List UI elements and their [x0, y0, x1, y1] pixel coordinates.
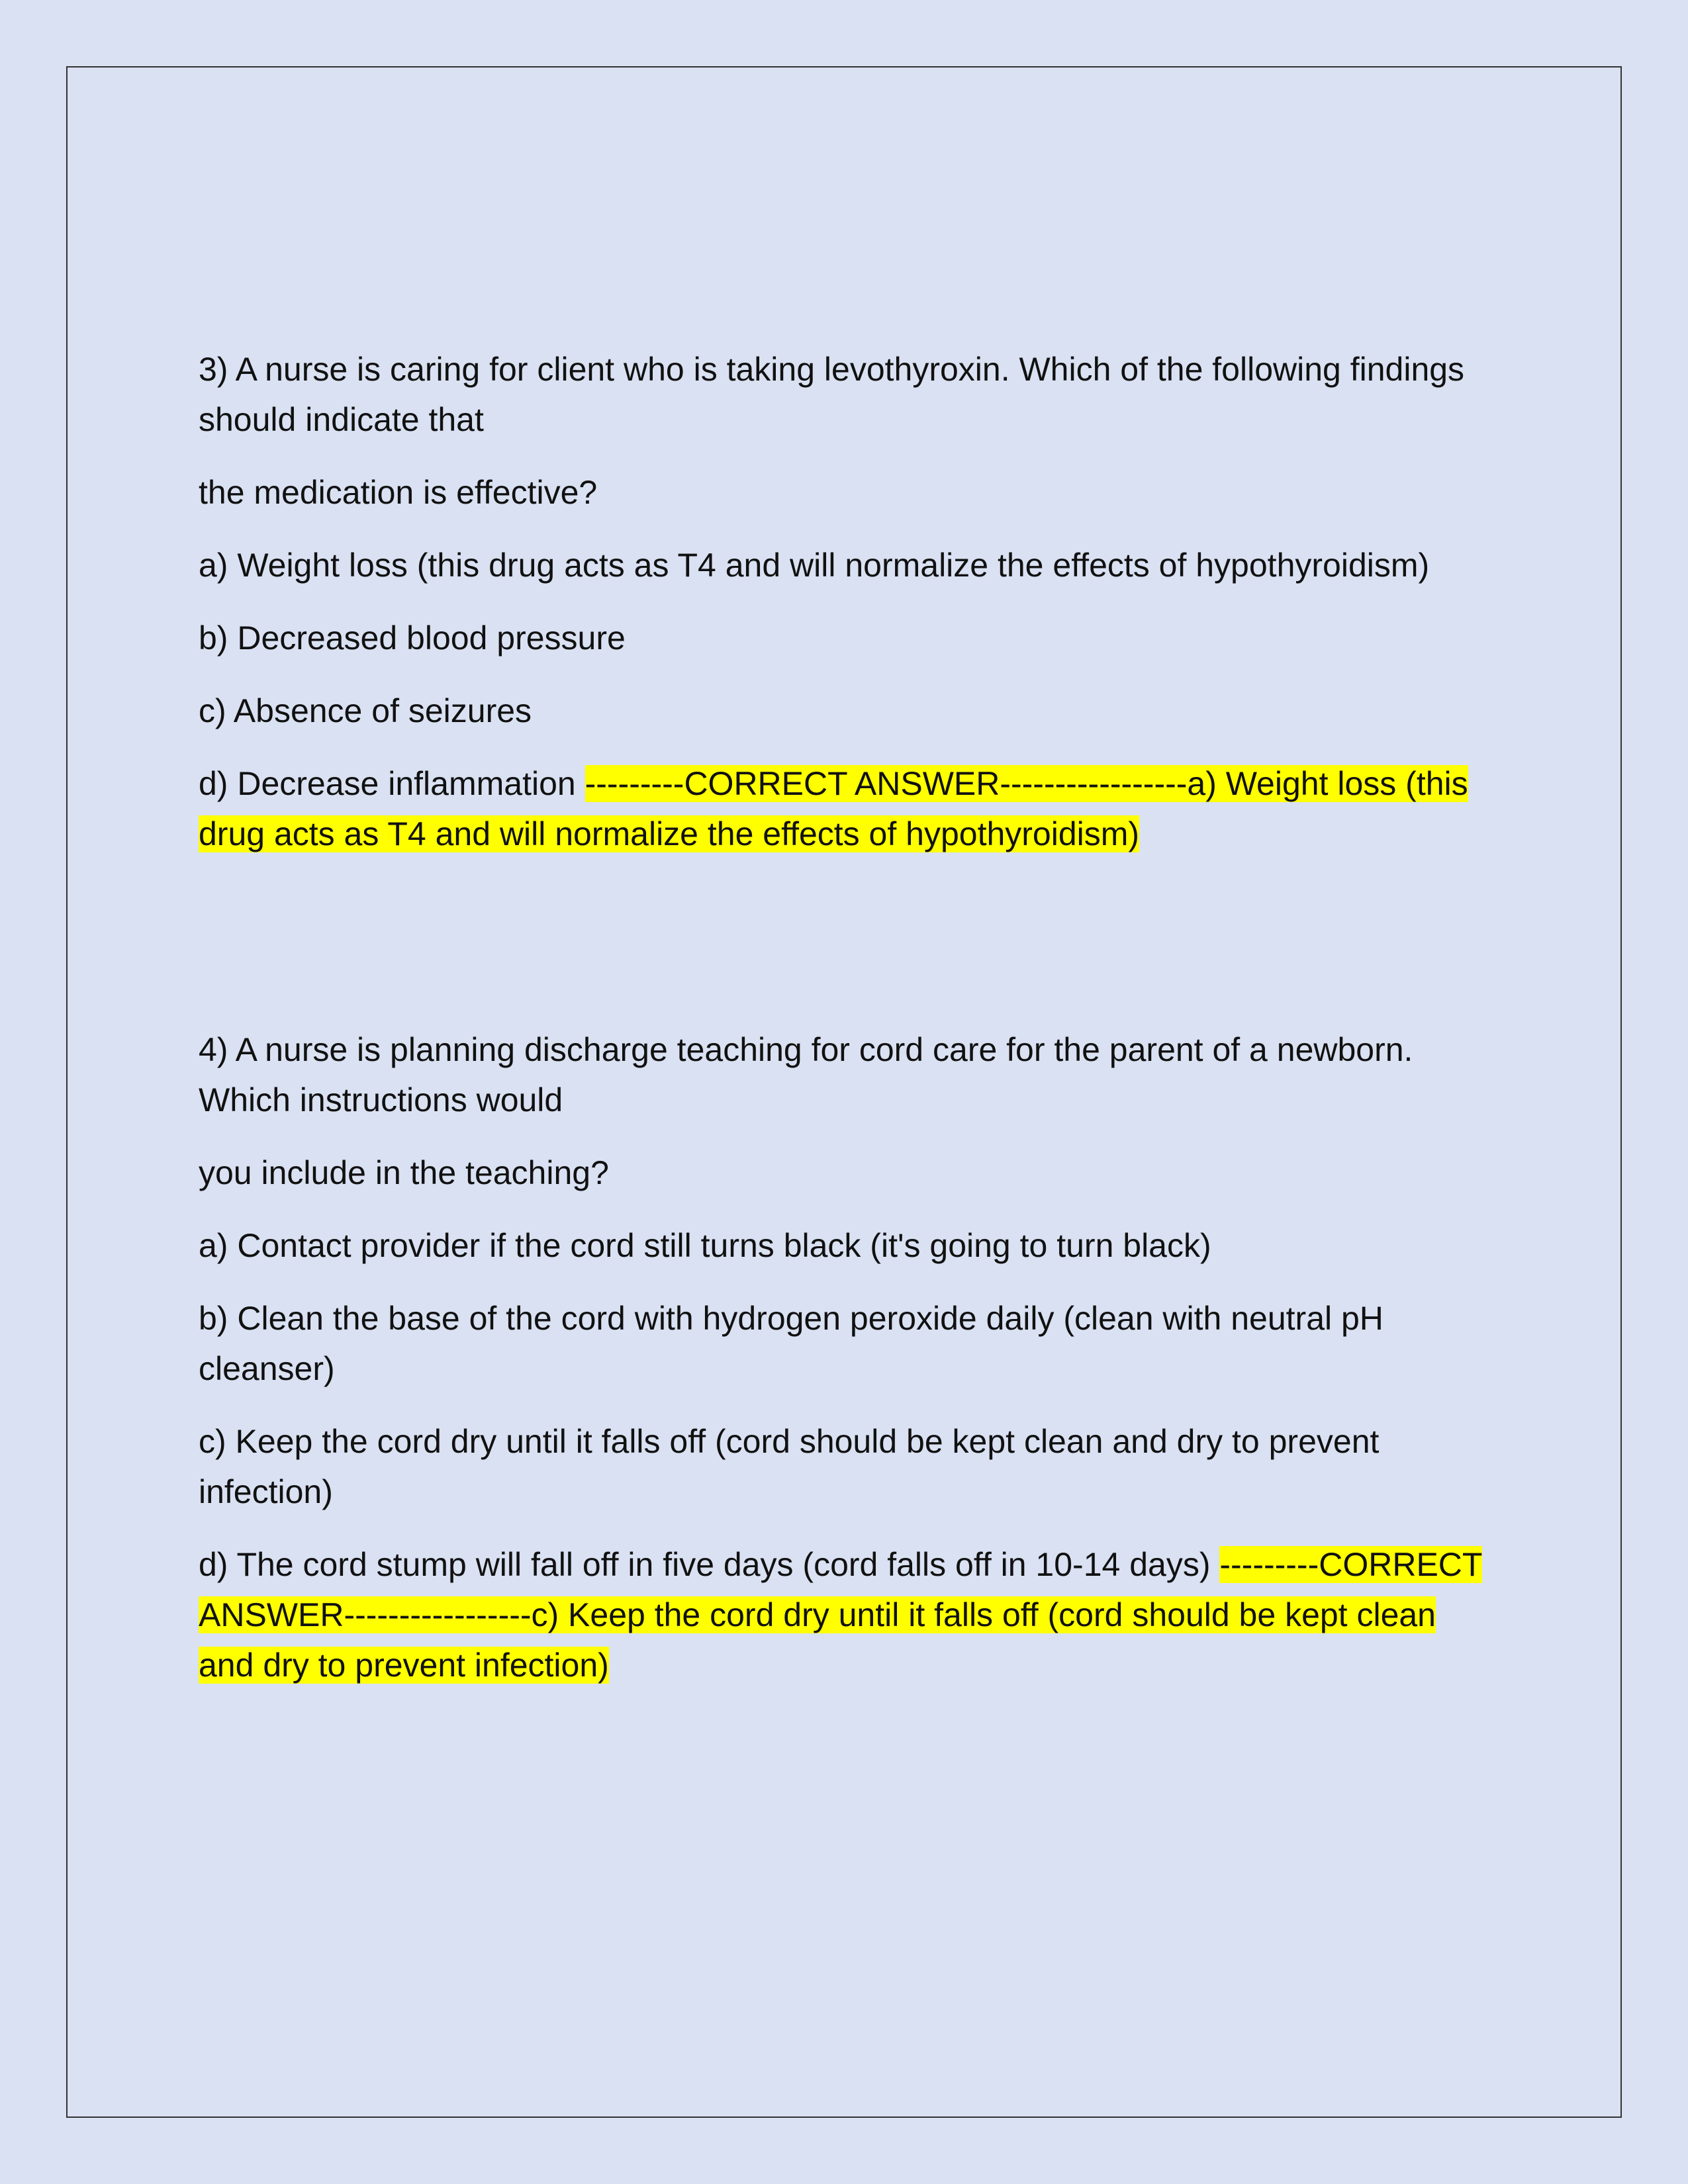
option-a: a) Contact provider if the cord still turns black (it's going to turn black)	[199, 1227, 1211, 1264]
document-content	[199, 344, 1496, 1856]
option-c: c) Absence of seizures	[199, 692, 532, 729]
option-d: d) Decrease inflammation	[199, 765, 576, 802]
option-b: b) Decreased blood pressure	[199, 619, 626, 657]
question-stem-line1: 4) A nurse is planning discharge teaching for cord care for the parent of a newborn. Which instructions would	[199, 1031, 1413, 1118]
question-stem-line1: 3) A nurse is caring for client who is taking levothyroxin. Which of the following findings should indicate that	[199, 351, 1465, 438]
question-stem-line2: the medication is effective?	[199, 474, 598, 511]
option-d: d) The cord stump will fall off in five days (cord falls off in 10-14 days)	[199, 1546, 1211, 1583]
question-4	[199, 1024, 1496, 1690]
option-d-with-answer	[199, 758, 1496, 859]
option-a: a) Weight loss (this drug acts as T4 and will normalize the effects of hypothyroidism)	[199, 547, 1430, 584]
option-d-with-answer	[199, 1539, 1496, 1690]
option-b: b) Clean the base of the cord with hydrogen peroxide daily (clean with neutral pH cleanser)	[199, 1300, 1383, 1387]
question-stem-line2: you include in the teaching?	[199, 1154, 609, 1191]
correct-answer-highlight: ---------CORRECT ANSWER-----------------a) Weight loss (this drug acts as T4 and will normalize the effects of hypothyroidism)	[199, 765, 1468, 852]
option-c: c) Keep the cord dry until it falls off (cord should be kept clean and dry to prevent infection)	[199, 1423, 1380, 1510]
correct-answer-highlight: ---------CORRECT ANSWER-----------------c) Keep the cord dry until it falls off (cord should be kept clean and dry to prevent infection)	[199, 1546, 1483, 1684]
question-3	[199, 344, 1496, 859]
